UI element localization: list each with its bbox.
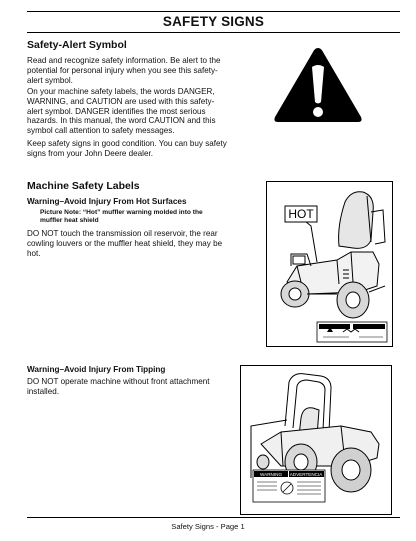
text-line: hot. <box>27 248 41 258</box>
safety-alert-heading: Safety-Alert Symbol <box>27 39 127 51</box>
hot-surfaces-paragraph <box>27 229 267 258</box>
safety-alert-paragraph-2 <box>27 87 267 136</box>
safety-alert-paragraph-3 <box>27 139 267 159</box>
page-footer: Safety Signs - Page 1 <box>171 522 245 531</box>
text-line: hazards. In this manual, the word CAUTION and this <box>27 116 216 126</box>
text-line: potential for personal injury when you see this safety- <box>27 65 218 75</box>
hot-surfaces-heading: Warning–Avoid Injury From Hot Surfaces <box>27 197 187 206</box>
text-line: alert symbol. DANGER identifies the most serious <box>27 106 206 116</box>
text-line: Keep safety signs in good condition. You can buy safety <box>27 139 227 148</box>
footer-rule <box>27 517 400 518</box>
safety-alert-triangle-icon <box>272 45 364 125</box>
top-rule <box>27 11 400 12</box>
page-title: SAFETY SIGNS <box>162 14 265 29</box>
mower-rops-illustration <box>241 366 391 514</box>
safety-alert-paragraph-1 <box>27 56 267 85</box>
tipping-paragraph <box>27 377 267 397</box>
decal-warning-text: WARNING <box>259 472 283 477</box>
hot-picture-note <box>40 209 270 224</box>
tipping-warning-decal <box>253 470 325 502</box>
text-line: DO NOT operate machine without front attachment <box>27 377 210 386</box>
text-line: Picture Note: “Hot” muffler warning molded into the <box>40 209 203 216</box>
tipping-figure <box>240 365 392 515</box>
mower-rear-illustration <box>267 182 392 346</box>
text-line: cowling louvers or the muffler heat shield, they may be <box>27 238 223 248</box>
text-line: symbol call attention to safety messages. <box>27 126 175 136</box>
text-line: muffler heat shield <box>40 216 99 224</box>
tipping-heading: Warning–Avoid Injury From Tipping <box>27 365 166 374</box>
text-line: DO NOT touch the transmission oil reservoir, the rear <box>27 229 218 238</box>
text-line: Read and recognize safety information. Be alert to the <box>27 56 221 65</box>
text-line: installed. <box>27 386 59 396</box>
text-line: signs from your John Deere dealer. <box>27 148 153 158</box>
text-line: alert symbol. <box>27 75 73 85</box>
text-line: On your machine safety labels, the words DANGER, <box>27 87 215 96</box>
title-rule <box>27 32 400 33</box>
warning-decal <box>317 322 387 342</box>
decal-advertencia-text: ADVERTENCIA <box>289 472 323 477</box>
text-line: WARNING, and CAUTION are used with this safety- <box>27 96 215 106</box>
hot-muffler-figure <box>266 181 393 347</box>
hot-label-text: HOT <box>288 207 314 221</box>
machine-labels-heading: Machine Safety Labels <box>27 180 140 192</box>
